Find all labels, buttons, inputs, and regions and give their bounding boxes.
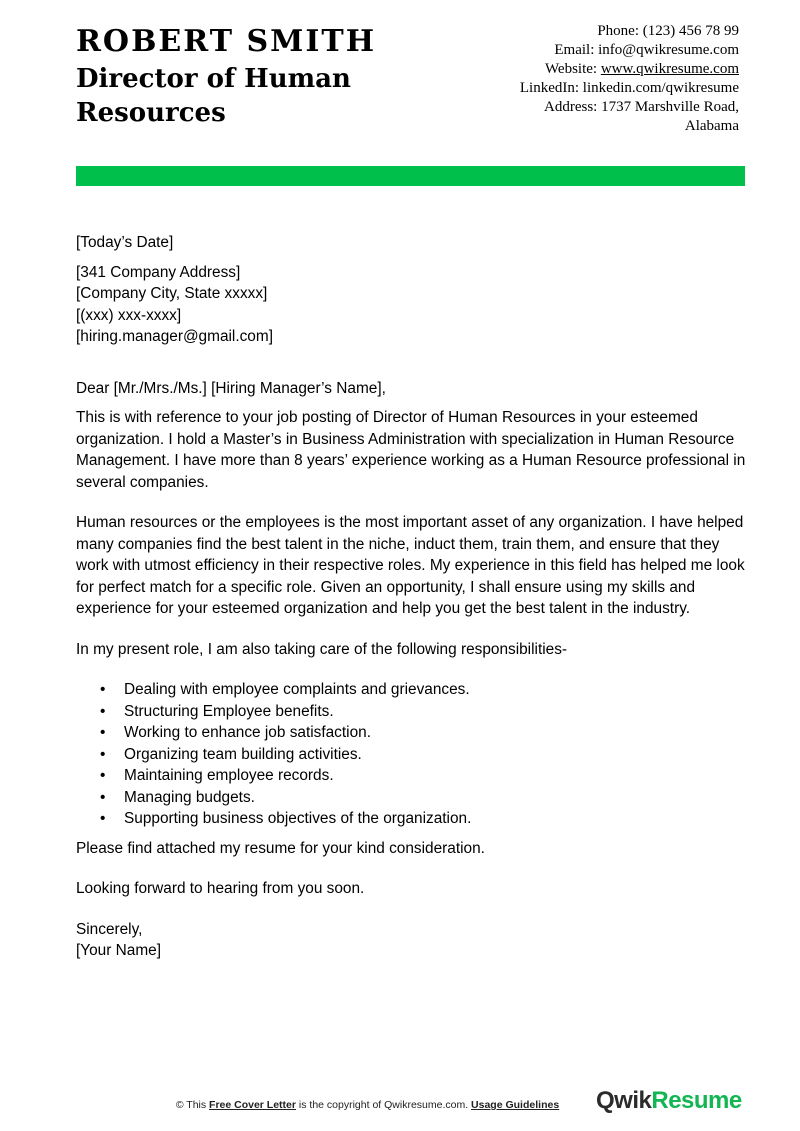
logo-part-resume: Resume (651, 1087, 742, 1114)
recipient-address-line: [(xxx) xxx-xxxx] (76, 306, 182, 324)
footer-prefix: © This (175, 1099, 210, 1111)
list-item: • Maintaining employee records. (124, 765, 748, 787)
candidate-name: ROBERT SMITH (76, 24, 377, 59)
recipient-address-line: [Company City, State xxxxx] (76, 285, 268, 302)
contact-phone: Phone: (123) 456 78 99 (597, 23, 739, 39)
usage-guidelines-link[interactable]: Usage Guidelines (471, 1099, 560, 1111)
responsibilities-intro: In my present role, I am also taking care of the following responsibilities- (76, 640, 568, 658)
list-item: • Structuring Employee benefits. (124, 701, 748, 723)
list-item: • Supporting business objectives of the organization. (124, 808, 748, 830)
recipient-address-line: [341 Company Address] (76, 263, 241, 281)
free-cover-letter-link[interactable]: Free Cover Letter (209, 1099, 296, 1111)
closing-attachment: Please find attached my resume for your kind consideration. (76, 839, 485, 857)
contact-email: Email: info@qwikresume.com (554, 42, 739, 58)
letter-body (76, 232, 748, 962)
qwikresume-logo (596, 1087, 742, 1115)
website-link[interactable]: www.qwikresume.com (600, 61, 739, 77)
responsibilities-list (76, 679, 748, 830)
salutation: Dear [Mr./Mrs./Ms.] [Hiring Manager’s Name], (76, 379, 386, 397)
list-item: • Working to enhance job satisfaction. (124, 722, 748, 744)
website-label: Website: (544, 61, 601, 77)
accent-divider-bar (76, 166, 745, 186)
paragraph-experience: Human resources or the employees is the most important asset of any organization. I have helped many companies find the best talent in the niche, induct them, train them, and ensure that they work with utmost efficiency in their respective roles. My experience in this field has helped me look for perfect match for a specific role. Given an opportunity, I shall ensure using my skills and experience for your esteemed organization and help you get the best talent in the industry. (76, 514, 745, 617)
contact-block (409, 22, 739, 136)
logo-part-qwik: Qwik (596, 1087, 652, 1114)
signoff: Sincerely, (76, 920, 143, 938)
contact-linkedin: LinkedIn: linkedin.com/qwikresume (519, 80, 739, 96)
list-item: • Dealing with employee complaints and grievances. (124, 679, 748, 701)
list-item: • Organizing team building activities. (124, 744, 748, 766)
job-title: Director of Human Resources (76, 64, 351, 128)
closing-followup: Looking forward to hearing from you soon. (76, 880, 365, 897)
paragraph-intro: This is with reference to your job posting of Director of Human Resources in your esteemed organization. I hold a Master’s in Business Administration with specialization in Human Resource Management. I have more than 8 years’ experience working as a Human Resource professional in several companies. (76, 409, 746, 491)
signature: [Your Name] (76, 942, 161, 959)
footer-middle: is the copyright of Qwikresume.com. (295, 1099, 472, 1111)
contact-address-line1: Address: 1737 Marshville Road, (544, 99, 739, 115)
contact-address-line2: Alabama (684, 118, 739, 134)
recipient-address-line: [hiring.manager@gmail.com] (76, 328, 273, 345)
letter-date: [Today’s Date] (76, 234, 174, 251)
list-item: • Managing budgets. (124, 787, 748, 809)
contact-website (409, 60, 739, 79)
